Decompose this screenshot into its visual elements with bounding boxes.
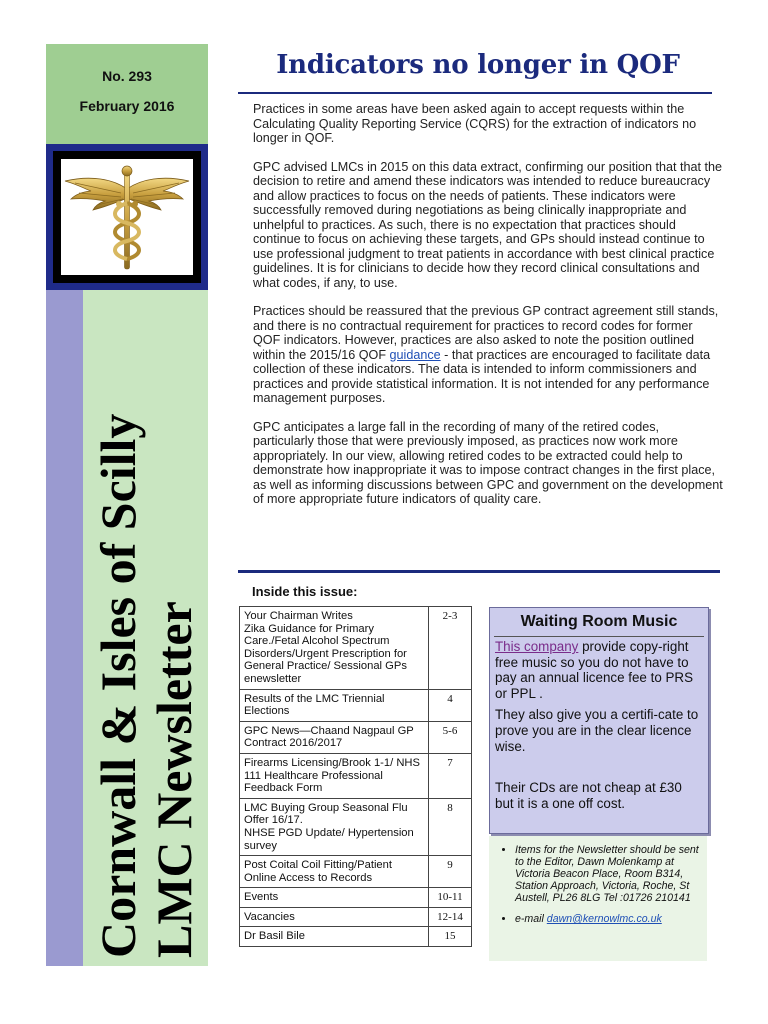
- article-paragraph: Practices should be reassured that the previous GP contract agreement still stands, and there is no contractual requirement for practices to record codes for former QOF indicators. However, practices are also asked to note the position outlined within the 2015/16 QOF guidance - that practices are encouraged to facilitate data collection of these indicators. The data is intended to inform commissioners and practices and provide statistical information. It is not intended for any performance management purposes.: [253, 304, 719, 405]
- contents-topic: Events: [240, 888, 429, 908]
- newsletter-title-line2: LMC Newsletter: [145, 601, 202, 958]
- contents-pages: 4: [429, 689, 472, 721]
- contents-topic: Post Coital Coil Fitting/Patient Online Access to Records: [240, 856, 429, 888]
- music-paragraph: This company provide copy-right free music so you do not have to pay an annual licence fee to PRS or PPL .: [495, 639, 694, 701]
- headline-rule: [238, 92, 712, 94]
- contents-pages: 9: [429, 856, 472, 888]
- article-paragraph: Practices in some areas have been asked again to accept requests within the Calculating Quality Reporting Service (CQRS) for the extraction of indicators no longer in QOF.: [253, 102, 697, 145]
- article-body: [253, 102, 723, 521]
- contents-pages: 10-11: [429, 888, 472, 908]
- company-link[interactable]: This company: [495, 639, 579, 654]
- guidance-link[interactable]: guidance: [389, 347, 441, 362]
- contents-pages: 2-3: [429, 607, 472, 690]
- article-paragraph: GPC advised LMCs in 2015 on this data extract, confirming our position that that the decision to retire and amend these indicators was intended to reduce bureaucracy and allow practices to focus on the needs of patients. These indicators were successfully removed during negotiations as being clinically inappropriate and unhelpful to practices. As such, there is no expectation that practices should continue to focus on achieving these targets, and GPs should instead continue to use professional judgment to treat patients in accordance with best clinical practice guidelines. It is for clinicians to decide how they record clinical consultations and what codes, if any, to use.: [253, 159, 723, 290]
- contact-box: [489, 836, 707, 961]
- contents-topic: LMC Buying Group Seasonal Flu Offer 16/17. NHSE PGD Update/ Hypertension survey: [240, 798, 429, 855]
- inside-issue-heading: Inside this issue:: [252, 584, 358, 599]
- contents-topic: Firearms Licensing/Brook 1-1/ NHS 111 Healthcare Professional Feedback Form: [240, 753, 429, 798]
- caduceus-icon: [61, 159, 193, 275]
- music-paragraph: They also give you a certifi-cate to prove you are in the clear licence wise.: [495, 707, 699, 754]
- contents-topic: Results of the LMC Triennial Elections: [240, 689, 429, 721]
- contents-row: [240, 927, 472, 947]
- contents-row: [240, 607, 472, 690]
- contents-pages: 15: [429, 927, 472, 947]
- contents-pages: 12-14: [429, 907, 472, 927]
- music-title: Waiting Room Music: [520, 613, 678, 630]
- article-paragraph: GPC anticipates a large fall in the recording of many of the retired codes, particularly those that were previously imposed, as practices now work more appropriately. In our view, allowing retired codes to be extracted could help to demonstrate how inappropriate it was to impose contract changes in the first place, as well as informing discussions between GPC and government on the development of more appropriate future indicators of quality care.: [253, 419, 723, 506]
- contents-pages: 7: [429, 753, 472, 798]
- contents-row: [240, 753, 472, 798]
- sidebar-purple-strip: [46, 290, 83, 966]
- contents-row: [240, 721, 472, 753]
- contents-pages: 8: [429, 798, 472, 855]
- contents-row: [240, 798, 472, 855]
- contents-pages: 5-6: [429, 721, 472, 753]
- contents-topic: Your Chairman Writes Zika Guidance for Primary Care./Fetal Alcohol Spectrum Disorders/Urgent Prescription for General Practice/ Sessional GPs enewsletter: [240, 607, 429, 690]
- email-link[interactable]: dawn@kernowlmc.co.uk: [546, 913, 662, 925]
- contact-email: • e-mail dawn@kernowlmc.co.uk: [515, 913, 701, 925]
- issue-number: No. 293: [102, 68, 152, 84]
- logo-frame: [46, 144, 208, 290]
- contents-row: [240, 907, 472, 927]
- waiting-room-music-box: [489, 607, 709, 834]
- contents-row: [240, 856, 472, 888]
- newsletter-title-line1: Cornwall & Isles of Scilly: [89, 413, 146, 958]
- contents-topic: Dr Basil Bile: [240, 927, 429, 947]
- contents-table: [239, 606, 472, 947]
- contents-topic: Vacancies: [240, 907, 429, 927]
- issue-box: [46, 44, 208, 144]
- newsletter-title: [83, 290, 208, 966]
- contents-row: [240, 689, 472, 721]
- contents-topic: GPC News—Chaand Nagpaul GP Contract 2016/2017: [240, 721, 429, 753]
- contents-row: [240, 888, 472, 908]
- music-paragraph: Their CDs are not cheap at £30 but it is a one off cost.: [495, 780, 682, 811]
- contact-note: • Items for the Newsletter should be sent to the Editor, Dawn Molenkamp at Victoria Beacon Place, Room B314, Station Approach, Victoria, Roche, St Austell, PL26 8LG Tel :01726 210141: [515, 844, 701, 904]
- article-headline: Indicators no longer in QOF: [276, 50, 680, 80]
- issue-date: February 2016: [79, 98, 175, 114]
- article-rule: [238, 570, 720, 573]
